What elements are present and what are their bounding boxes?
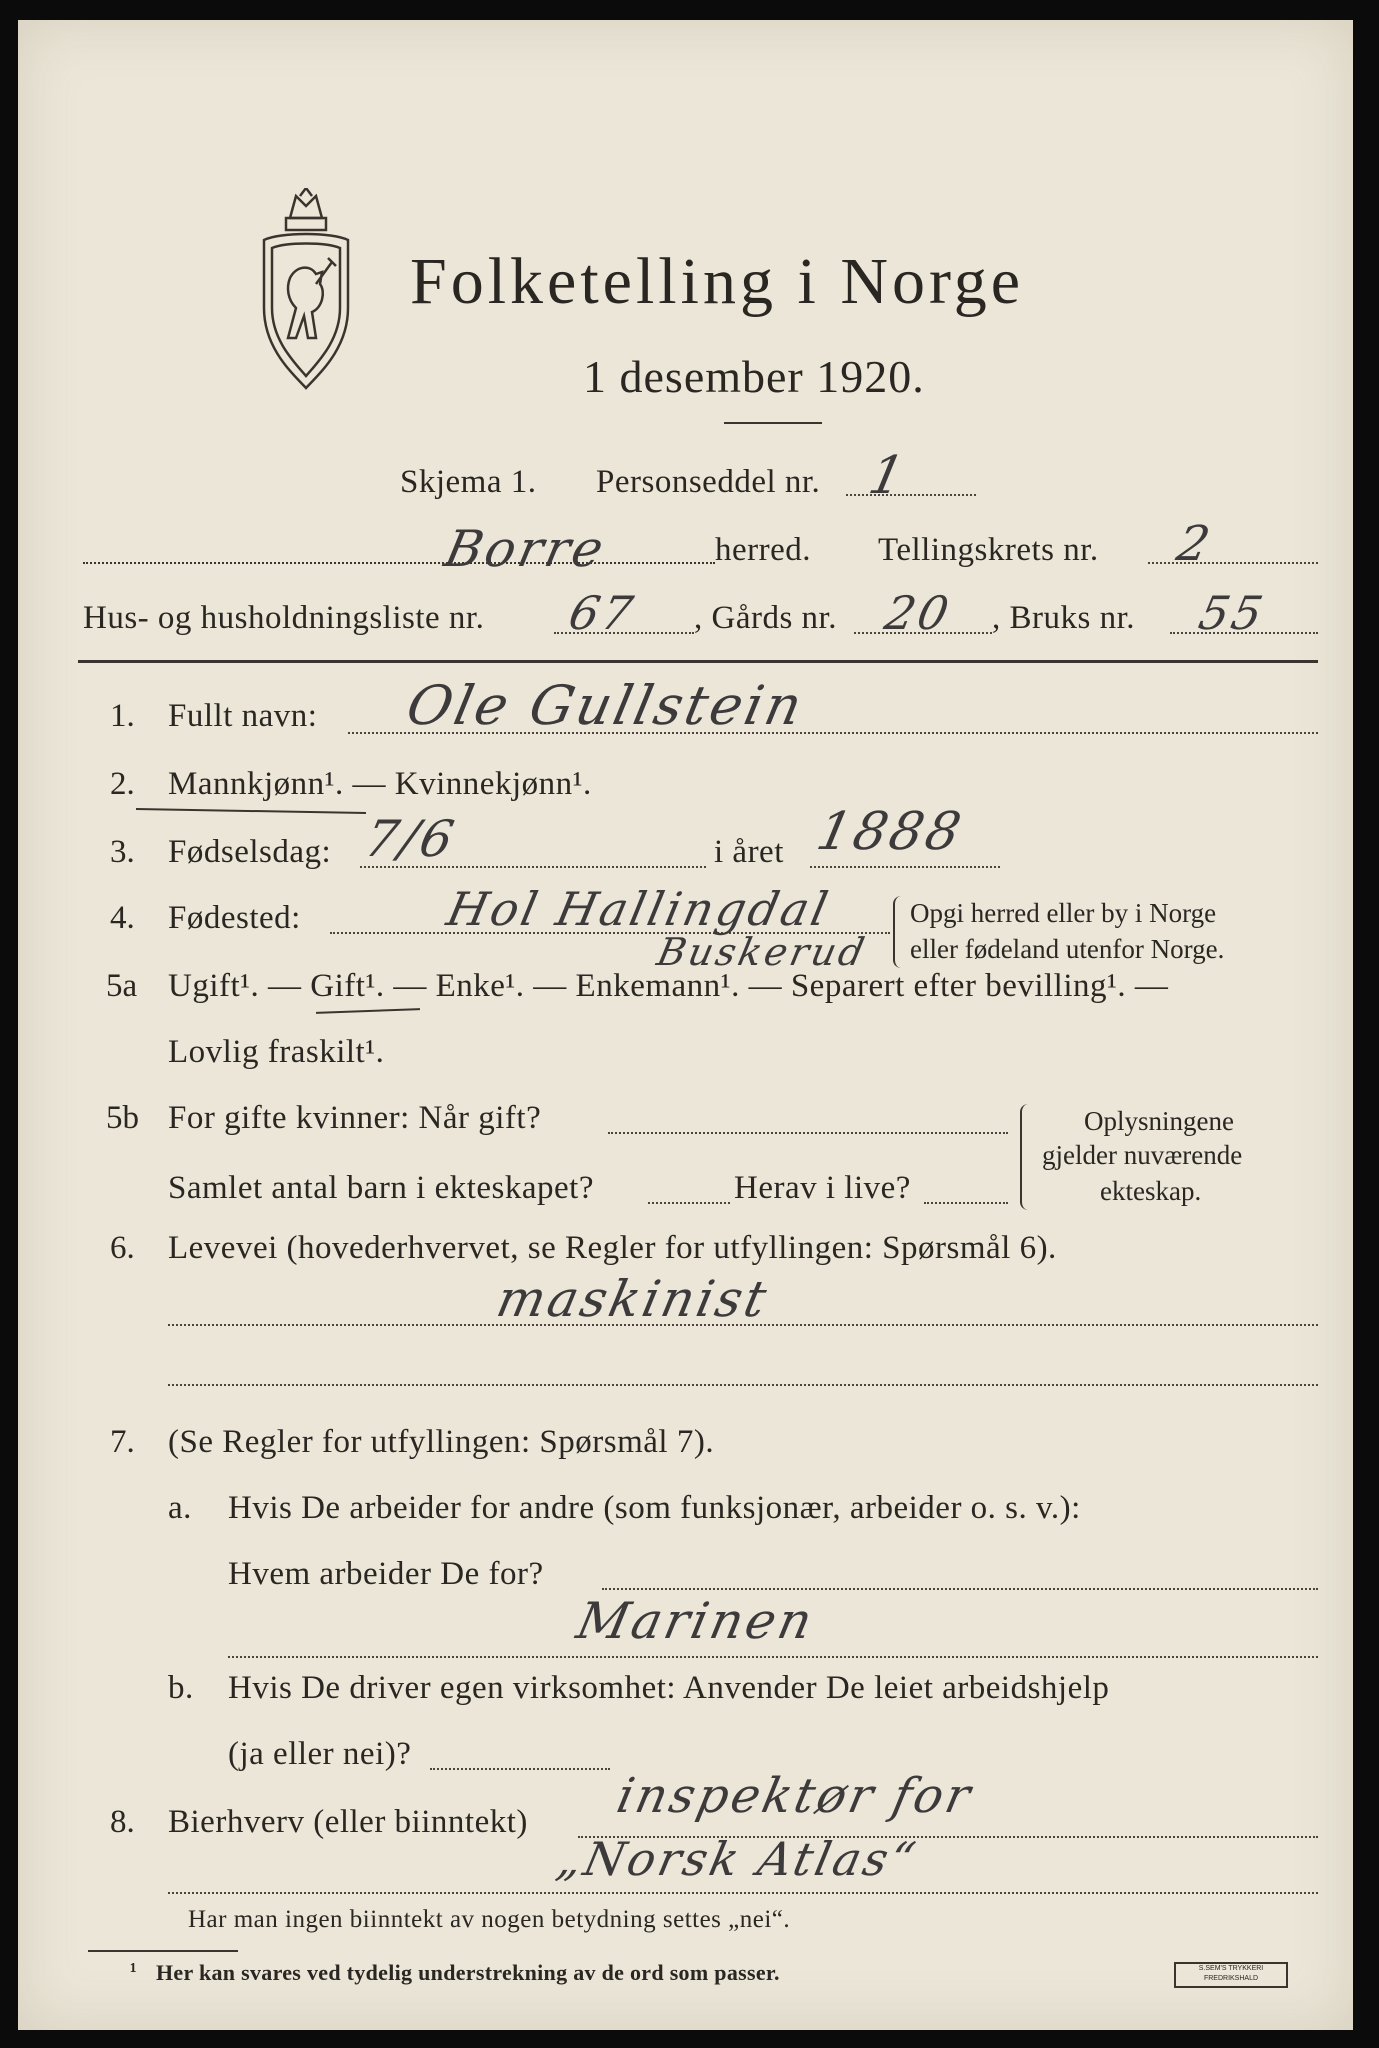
- q5b-line2a: Samlet antal barn i ekteskapet?: [168, 1170, 595, 1206]
- q8-number: 8.: [110, 1804, 135, 1840]
- q8-field-line-2: [168, 1892, 1318, 1894]
- q8-value-1: inspektør for: [612, 1768, 979, 1824]
- herred-label: herred.: [715, 532, 812, 568]
- footnote-divider: [88, 1950, 238, 1952]
- q5b-line2b: Herav i live?: [734, 1170, 911, 1206]
- tellingskrets-label: Tellingskrets nr.: [878, 532, 1099, 568]
- q5b-note-line3: ekteskap.: [1100, 1176, 1202, 1206]
- q7a-field-line-2: [228, 1656, 1318, 1658]
- q8-label: Bierhverv (eller biinntekt): [168, 1804, 528, 1840]
- q7a-field-line: [602, 1588, 1318, 1590]
- q2-label: Mannkjønn¹. — Kvinnekjønn¹.: [168, 766, 592, 802]
- husholdningsliste-label: Hus- og husholdningsliste nr.: [83, 600, 485, 636]
- q6-label: Levevei (hovederhvervet, se Regler for utfyllingen: Spørsmål 6).: [168, 1230, 1057, 1266]
- personseddel-value: 1: [863, 446, 913, 506]
- q4-value: Hol Hallingdal: [442, 882, 836, 936]
- herred-field-line: [83, 562, 715, 564]
- skjema-label: Skjema 1.: [400, 464, 537, 500]
- q3-number: 3.: [110, 834, 135, 870]
- q6-value: maskinist: [491, 1270, 775, 1328]
- q7-number: 7.: [110, 1424, 135, 1460]
- census-form: [18, 20, 1353, 2030]
- coat-of-arms-icon: [250, 188, 362, 398]
- q3-year-field-line: [810, 866, 1000, 868]
- q7-label: (Se Regler for utfyllingen: Spørsmål 7).: [168, 1424, 715, 1460]
- q7a-value: Marinen: [571, 1592, 821, 1650]
- q7a-line1: Hvis De arbeider for andre (som funksjonær, arbeider o. s. v.):: [228, 1490, 1081, 1526]
- q5a-line2: Lovlig fraskilt¹.: [168, 1034, 385, 1070]
- form-title: Folketelling i Norge: [410, 245, 1025, 318]
- q4-note-line2: eller fødeland utenfor Norge.: [910, 934, 1225, 964]
- header-divider: [724, 422, 822, 424]
- q7a-line2: Hvem arbeider De for?: [228, 1556, 544, 1592]
- q2-number: 2.: [110, 766, 135, 802]
- q7b-number: b.: [168, 1670, 194, 1706]
- footnote-mark: ¹: [130, 1958, 137, 1983]
- q4-value-2: Buskerud: [653, 930, 872, 974]
- q5b-note-line2: gjelder nuværende: [1042, 1140, 1243, 1170]
- q5b-married-field-line: [608, 1132, 1008, 1134]
- q8-note: Har man ingen biinntekt av nogen betydning settes „nei“.: [188, 1906, 791, 1933]
- q7b-line2: (ja eller nei)?: [228, 1736, 412, 1772]
- q5b-children-field-line: [648, 1202, 730, 1204]
- q4-label: Fødested:: [168, 900, 301, 936]
- q8-value-2: „Norsk Atlas“: [552, 1832, 923, 1886]
- q5b-alive-field-line: [924, 1202, 1008, 1204]
- personseddel-label: Personseddel nr.: [596, 464, 821, 500]
- q7b-line1: Hvis De driver egen virksomhet: Anvender De leiet arbeidshjelp: [228, 1670, 1110, 1706]
- q6-field-line-2: [168, 1384, 1318, 1386]
- q4-note-brace: [893, 896, 905, 968]
- q5b-number: 5b: [106, 1100, 139, 1136]
- q5a-underline: [316, 1008, 420, 1014]
- q5a-number: 5a: [106, 968, 138, 1004]
- footnote-text: Her kan svares ved tydelig understrekning av de ord som passer.: [156, 1960, 780, 1985]
- tellingskrets-value: 2: [1172, 516, 1218, 572]
- q5b-note-brace: [1020, 1104, 1032, 1210]
- q3-year-label: i året: [714, 834, 784, 870]
- printer-stamp: [1174, 1962, 1288, 1988]
- form-date: 1 desember 1920.: [583, 351, 925, 402]
- q1-label: Fullt navn:: [168, 698, 318, 734]
- q1-value: Ole Gullstein: [401, 674, 811, 737]
- q7b-field-line: [430, 1768, 610, 1770]
- gards-label: , Gårds nr.: [694, 600, 837, 636]
- printer-stamp-line2: FREDRIKSHALD: [1203, 1975, 1259, 1982]
- bruks-label: , Bruks nr.: [992, 600, 1136, 636]
- q5a-line1: Ugift¹. — Gift¹. — Enke¹. — Enkemann¹. — Separert efter bevilling¹. —: [168, 968, 1169, 1004]
- q6-number: 6.: [110, 1230, 135, 1266]
- q5b-line1: For gifte kvinner: Når gift?: [168, 1100, 542, 1136]
- q3-year-value: 1888: [811, 802, 969, 862]
- q1-number: 1.: [110, 698, 135, 734]
- q6-field-line-1: [168, 1324, 1318, 1326]
- gards-value: 20: [880, 586, 957, 640]
- husholdningsliste-value: 67: [564, 586, 641, 640]
- q5b-note-line1: Oplysningene: [1084, 1106, 1234, 1136]
- bruks-value: 55: [1194, 586, 1271, 640]
- q3-label: Fødselsdag:: [168, 834, 332, 870]
- section-divider: [78, 660, 1318, 663]
- q4-note-line1: Opgi herred eller by i Norge: [910, 898, 1217, 928]
- q3-value: 7/6: [359, 810, 462, 868]
- q2-underline: [136, 808, 366, 814]
- printer-stamp-line1: S.SEM'S TRYKKERI: [1198, 1965, 1264, 1972]
- herred-value: Borre: [439, 520, 612, 578]
- q7a-number: a.: [168, 1490, 192, 1526]
- q4-number: 4.: [110, 900, 135, 936]
